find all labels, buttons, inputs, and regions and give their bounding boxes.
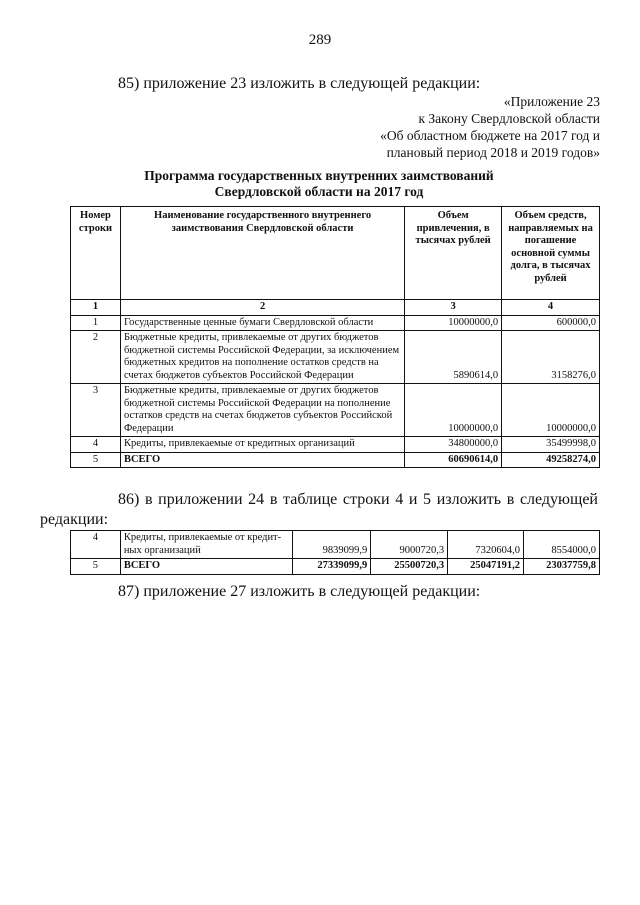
table-row [71, 331, 600, 384]
appendix-header-line: «Об областном бюджете на 2017 год и [380, 128, 600, 143]
row-value: 25047191,2 [448, 559, 524, 575]
appendix-header-line: плановый период 2018 и 2019 годов» [386, 145, 600, 160]
row-name: Кредиты, привлекаемые от кредит-ных организаций [120, 531, 293, 559]
row-value: 10000000,0 [502, 384, 600, 437]
row-name: Бюджетные кредиты, привлекаемые от других бюджетов бюджетной системы Российской Федерации, за исключением бюджетных кредитов на пополнение остатков средств на счетах бюджетов субъектов Российской Федерации [120, 331, 404, 384]
row-value: 35499998,0 [502, 437, 600, 453]
index-cell: 2 [120, 300, 404, 316]
index-cell: 3 [405, 300, 502, 316]
row-name: Бюджетные кредиты, привлекаемые от других бюджетов бюджетной системы Российской Федерации на пополнение остатков средств на счетах бюджетов субъектов Российской Федерации [120, 384, 404, 437]
row-number: 4 [71, 531, 121, 559]
paragraph-86: 86) в приложении 24 в таблице строки 4 и 5 изложить в следующей редакции: [40, 491, 598, 528]
row-value: 25500720,3 [371, 559, 448, 575]
appendix-header-line: к Закону Свердловской области [418, 111, 600, 126]
table-row [71, 315, 600, 331]
row-name: ВСЕГО [120, 559, 293, 575]
appendix-header [380, 93, 600, 161]
row-value: 49258274,0 [502, 452, 600, 468]
appendix-header-line: «Приложение 23 [503, 94, 600, 109]
row-name: ВСЕГО [120, 452, 404, 468]
header-row-number: Номер строки [71, 207, 121, 300]
row-number: 5 [71, 452, 121, 468]
table-index-row [71, 300, 600, 316]
row-value: 3158276,0 [502, 331, 600, 384]
header-amount-raised: Объем привлечения, в тысячах рублей [405, 207, 502, 300]
table-total-row [71, 452, 600, 468]
row-number: 5 [71, 559, 121, 575]
row-value: 7320604,0 [448, 531, 524, 559]
appendix-24-rows-table [70, 530, 600, 575]
row-value: 34800000,0 [405, 437, 502, 453]
row-number: 1 [71, 315, 121, 331]
program-title [40, 168, 640, 200]
index-cell: 4 [502, 300, 600, 316]
table-row [71, 531, 600, 559]
row-value: 9839099,9 [293, 531, 371, 559]
program-title-line: Свердловской области на 2017 год [214, 184, 424, 199]
row-number: 2 [71, 331, 121, 384]
page-number: 289 [308, 32, 332, 48]
row-name: Кредиты, привлекаемые от кредитных организаций [120, 437, 404, 453]
header-name: Наименование государственного внутреннего заимствования Свердловской области [120, 207, 404, 300]
row-value: 9000720,3 [371, 531, 448, 559]
table-total-row [71, 559, 600, 575]
row-value: 10000000,0 [405, 315, 502, 331]
row-value: 27339099,9 [293, 559, 371, 575]
borrowing-program-table [70, 206, 600, 468]
table-header-row [71, 207, 600, 300]
header-amount-repaid: Объем средств, направляемых на погашение основной суммы долга, в тысячах рублей [502, 207, 600, 300]
row-value: 23037759,8 [524, 559, 600, 575]
row-name: Государственные ценные бумаги Свердловской области [120, 315, 404, 331]
program-title-line: Программа государственных внутренних заимствований [144, 168, 494, 183]
table-row [71, 437, 600, 453]
row-value: 600000,0 [502, 315, 600, 331]
paragraph-85: 85) приложение 23 изложить в следующей редакции: [118, 75, 481, 92]
row-value: 8554000,0 [524, 531, 600, 559]
row-value: 5890614,0 [405, 331, 502, 384]
row-number: 4 [71, 437, 121, 453]
row-value: 10000000,0 [405, 384, 502, 437]
index-cell: 1 [71, 300, 121, 316]
paragraph-87: 87) приложение 27 изложить в следующей редакции: [118, 583, 481, 600]
row-number: 3 [71, 384, 121, 437]
row-value: 60690614,0 [405, 452, 502, 468]
table-row [71, 384, 600, 437]
